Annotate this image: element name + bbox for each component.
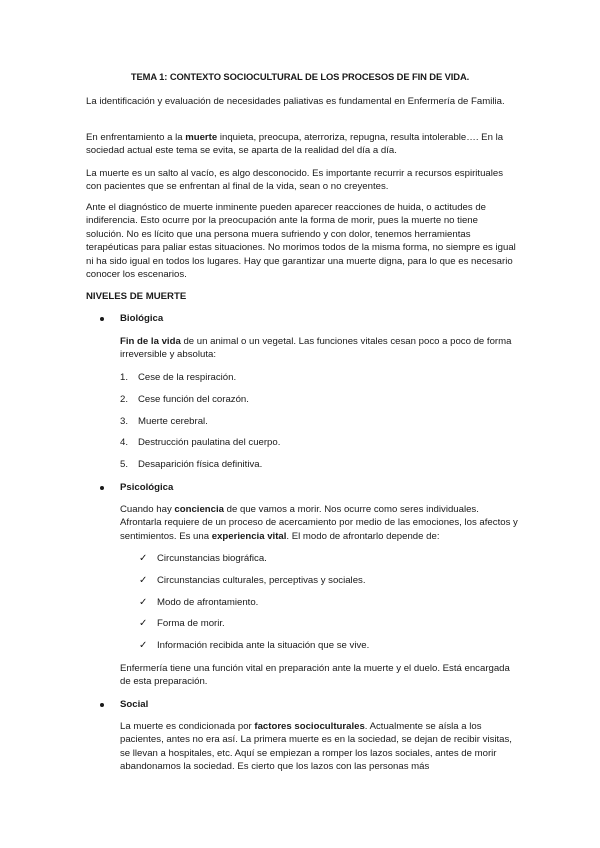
list-text: Forma de morir.	[157, 618, 225, 629]
diagnosis-paragraph: Ante el diagnóstico de muerte inminente pueden aparecer reacciones de huida, o actitudes de indiferencia. Esto ocurre por la preocupación ante la forma de morir, pues la muerte no tiene solución. No es lícito que una persona muera sufriendo y con dolor, tenemos herramientas terapéuticas para paliar estas situaciones. No morimos todos de la misma forma, no siempre es igual ni ha sido igual en todos los lugares. Hay que garantizar una muerte digna, para lo que es necesario conocer los escenarios.	[86, 202, 516, 281]
list-number: 1.	[120, 372, 129, 383]
list-number: 2.	[120, 394, 129, 405]
list-text: Circunstancias culturales, perceptivas y sociales.	[157, 575, 366, 586]
text-run: La muerte es condicionada por	[120, 721, 255, 732]
list-text: Cese de la respiración.	[138, 372, 237, 383]
text-run: . Actualmente se aísla a los pacientes, antes no era así. La primera muerte es en la sociedad, se dejan de recibir visitas, se llevan a hospitales, etc. Aquí se empiezan a romper los lazos sociales, antes de morir abandonamos la sociedad. Es cierto que los lazos con las personas más	[120, 721, 512, 773]
checkmark-icon: ✓	[139, 618, 148, 629]
psicologica-paragraph	[120, 503, 518, 543]
list-number: 3.	[120, 416, 129, 427]
spiritual-paragraph: La muerte es un salto al vacío, es algo desconocido. Es importante recurrir a recursos espirituales con pacientes que se enfrentan al final de la vida, sean o no creyentes.	[86, 168, 504, 193]
bullet-dot-icon	[100, 486, 104, 490]
bold-term: muerte	[185, 132, 218, 143]
bold-term: experiencia vital	[211, 530, 287, 542]
section-heading: NIVELES DE MUERTE	[86, 291, 187, 302]
intro-paragraph: La identificación y evaluación de necesidades paliativas es fundamental en Enfermería de Familia.	[86, 96, 505, 107]
biologica-definition	[120, 335, 518, 362]
checkmark-icon: ✓	[139, 553, 148, 564]
text-run: de un animal o un vegetal. Las funciones vitales cesan poco a poco de forma irreversible y absoluta:	[120, 336, 512, 361]
text-run: inquieta, preocupa, aterroriza, repugna, resulta intolerable…. En la sociedad actual este tema se evita, se aparta de la realidad del día a día.	[86, 132, 504, 157]
social-paragraph	[120, 720, 518, 774]
text-run: En enfrentamiento a la	[86, 132, 186, 143]
list-text: Circunstancias biográfica.	[157, 553, 267, 564]
list-text: Muerte cerebral.	[138, 416, 208, 427]
checkmark-icon: ✓	[139, 597, 148, 608]
text-run: Cuando hay	[120, 504, 175, 515]
fear-paragraph	[86, 131, 518, 158]
bold-term: Fin de la vida	[120, 336, 181, 347]
bullet-dot-icon	[100, 317, 104, 321]
text-run: de que vamos a morir. Nos ocurre como seres individuales. Afrontarla requiere de un proceso de acercamiento por medio de las emociones, los afectos y sentimientos. Es una	[120, 504, 518, 542]
list-number: 4.	[120, 437, 129, 448]
text-run: . El modo de afrontarlo depende de:	[286, 530, 440, 542]
list-text: Destrucción paulatina del cuerpo.	[138, 437, 281, 448]
list-text: Cese función del corazón.	[138, 394, 249, 405]
bold-term: conciencia	[174, 504, 224, 515]
bullet-dot-icon	[100, 703, 104, 707]
checkmark-icon: ✓	[139, 575, 148, 586]
bullet-label: Biológica	[120, 313, 164, 324]
bullet-label: Psicológica	[120, 482, 174, 493]
list-number: 5.	[120, 459, 129, 470]
enfermeria-paragraph: Enfermería tiene una función vital en preparación ante la muerte y el duelo. Está encargada de esta preparación.	[120, 663, 510, 688]
list-text: Modo de afrontamiento.	[157, 597, 259, 608]
bold-term: factores socioculturales	[254, 721, 365, 732]
list-text: Información recibida ante la situación que se vive.	[157, 640, 370, 651]
bullet-label: Social	[120, 699, 149, 710]
list-text: Desaparición física definitiva.	[138, 459, 263, 470]
page-title: TEMA 1: CONTEXTO SOCIOCULTURAL DE LOS PROCESOS DE FIN DE VIDA.	[130, 71, 470, 82]
checkmark-icon: ✓	[139, 640, 148, 651]
